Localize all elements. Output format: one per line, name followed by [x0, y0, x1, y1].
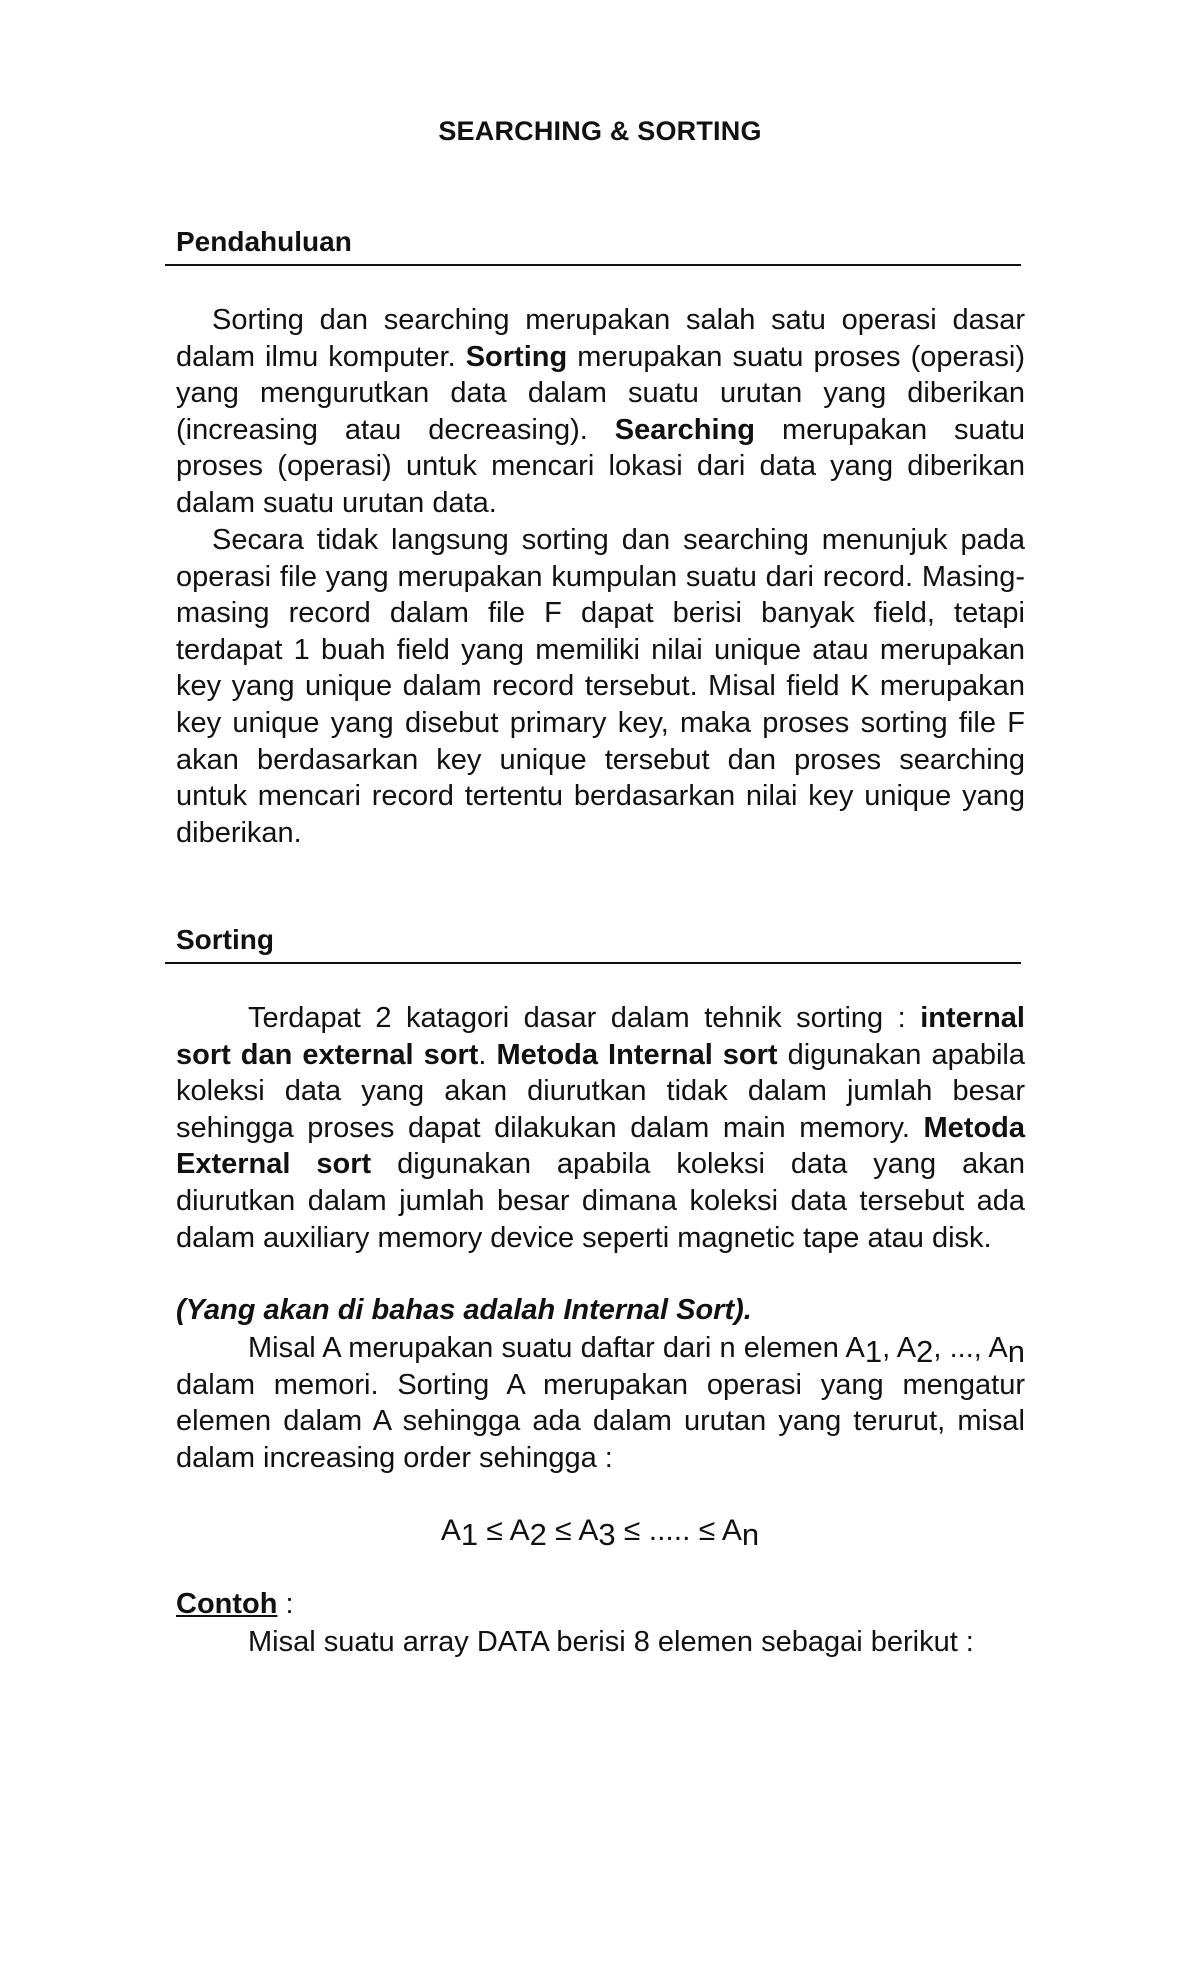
- page-title: SEARCHING & SORTING: [438, 116, 762, 146]
- section-heading-sorting: Sorting: [176, 924, 274, 955]
- paragraph-sorting-1: Terdapat 2 katagori dasar dalam tehnik sorting : internal sort dan external sort. Metoda Internal sort digunakan apabila koleksi data yang akan diurutkan tidak dalam jumlah besar sehingga proses dapat dilakukan dalam main memory. Metoda External sort digunakan apabila koleksi data yang akan diurutkan dalam jumlah besar dimana koleksi data tersebut ada dalam auxiliary memory device seperti magnetic tape atau disk.: [176, 1002, 1025, 1254]
- example-label: Contoh :: [176, 1588, 294, 1620]
- heading-underline-pendahuluan: [165, 264, 1021, 266]
- internal-sort-note: (Yang akan di bahas adalah Internal Sort).: [176, 1294, 752, 1326]
- paragraph-pendahuluan-1: Sorting dan searching merupakan salah satu operasi dasar dalam ilmu komputer. Sorting merupakan suatu proses (operasi) yang mengurutkan data dalam suatu urutan yang diberikan (increasing atau decreasing). Searching merupakan suatu proses (operasi) untuk mencari lokasi dari data yang diberikan dalam suatu urutan data.: [176, 304, 1025, 519]
- sort-order-formula: $A_1 \le A_2 \le A_3$ ≤ ..... ≤ $A_n$: [440, 1514, 760, 1552]
- heading-underline-sorting: [165, 962, 1021, 964]
- paragraph-pendahuluan-2: Secara tidak langsung sorting dan searching menunjuk pada operasi file yang merupakan kumpulan suatu dari record. Masing-masing record dalam file F dapat berisi banyak field, tetapi terdapat 1 buah field yang memiliki nilai unique atau merupakan key yang unique dalam record tersebut. Misal field K merupakan key unique yang disebut primary key, maka proses sorting file F akan berdasarkan key unique tersebut dan proses searching untuk mencari record tertentu berdasarkan nilai key unique yang diberikan.: [176, 524, 1025, 849]
- section-heading-pendahuluan: Pendahuluan: [176, 226, 352, 257]
- paragraph-example: Misal suatu array DATA berisi 8 elemen sebagai berikut :: [248, 1626, 974, 1658]
- paragraph-sorting-2: Misal A merupakan suatu daftar dari n elemen $A_1$, $A_2$, ..., $A_n$ dalam memori. Sorting A merupakan operasi yang mengatur elemen dalam A sehingga ada dalam urutan yang terurut, misal dalam increasing order sehingga :: [176, 1332, 1025, 1474]
